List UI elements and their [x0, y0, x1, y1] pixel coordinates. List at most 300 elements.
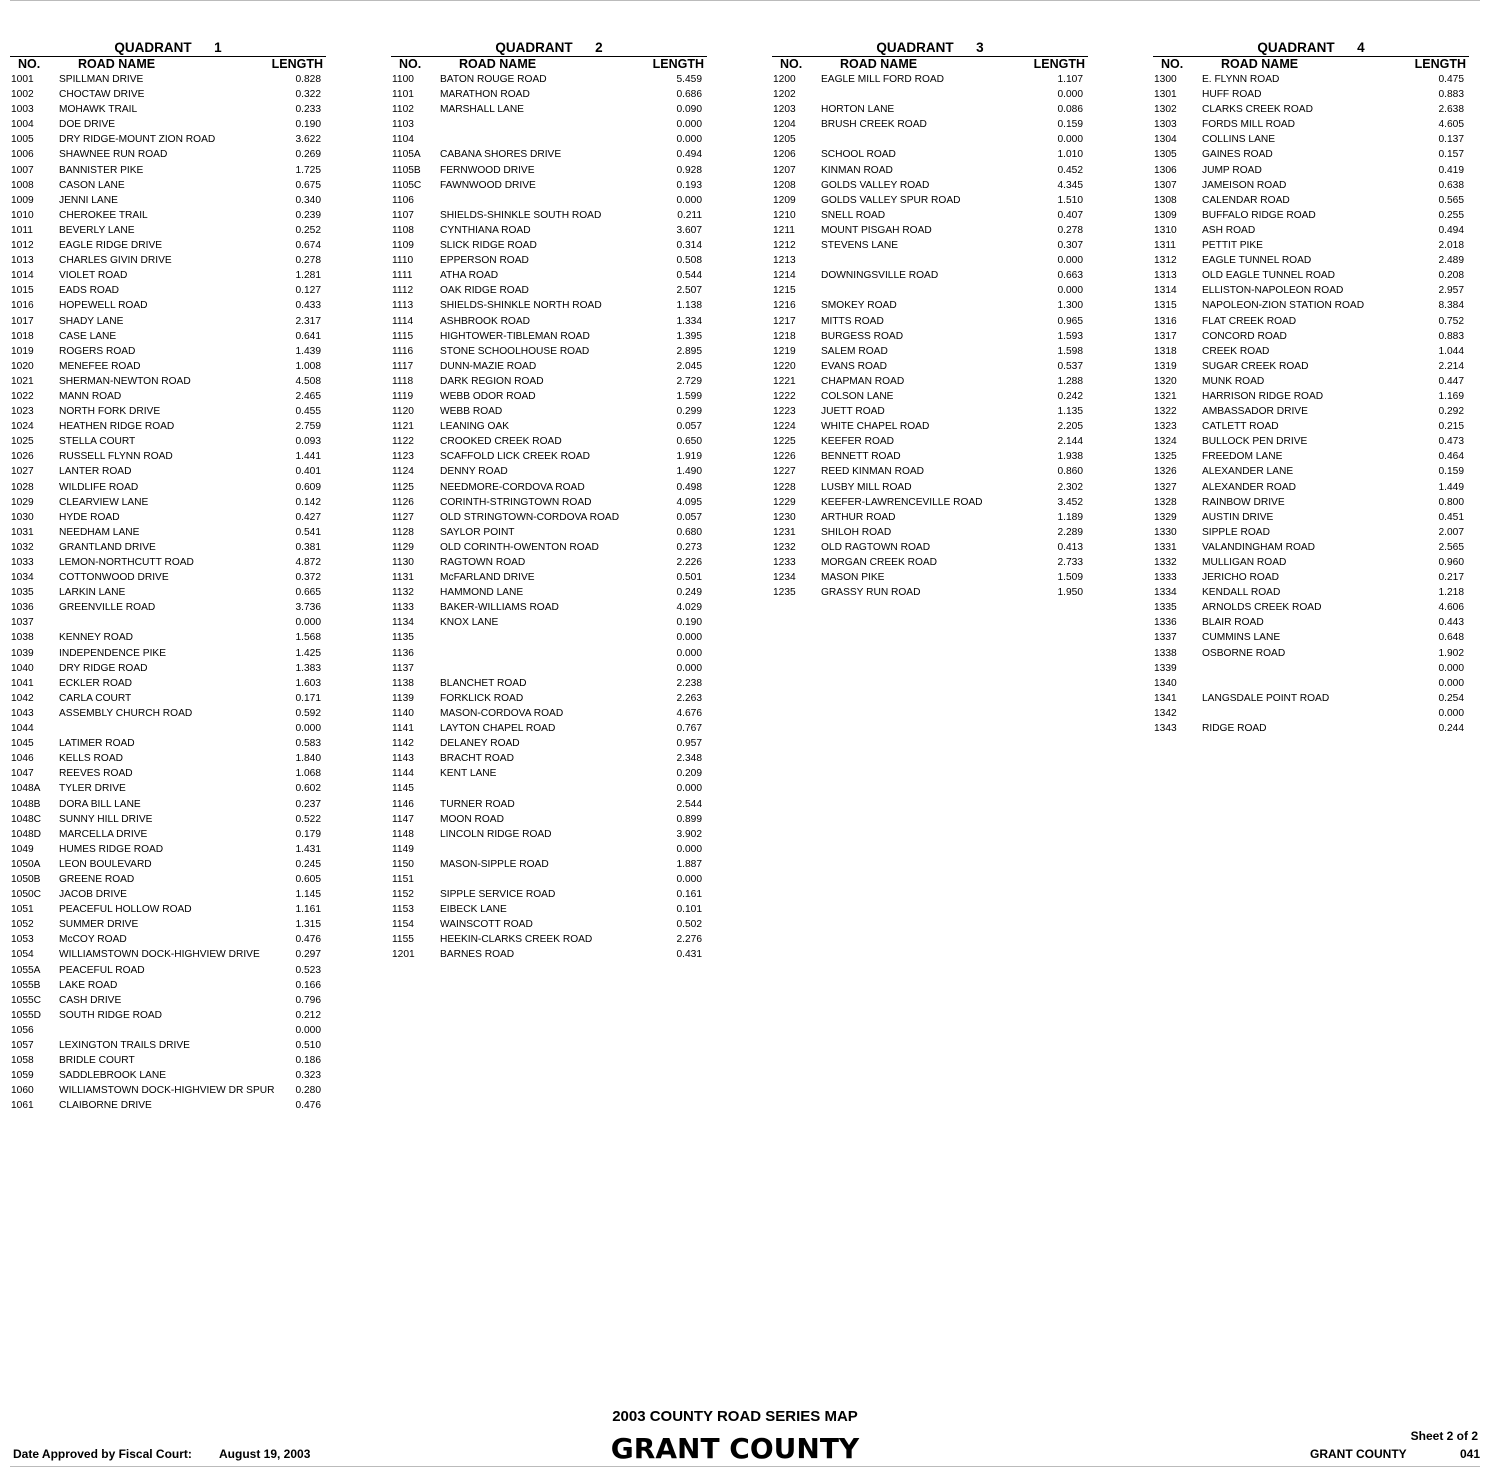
table-row [772, 163, 1088, 178]
table-row [1153, 676, 1469, 691]
road-number: 1225 [773, 436, 796, 448]
table-row [391, 751, 707, 766]
table-row [10, 661, 326, 676]
table-row [1153, 661, 1469, 676]
road-name: NEEDMORE-CORDOVA ROAD [440, 481, 585, 493]
road-length: 3.452 [1057, 496, 1083, 508]
road-name: DOWNINGSVILLE ROAD [821, 270, 939, 282]
road-length: 0.665 [295, 587, 321, 599]
road-number: 1105A [392, 149, 421, 161]
road-name: SOUTH RIDGE ROAD [59, 1009, 163, 1021]
road-length: 4.676 [676, 707, 702, 719]
road-length: 0.127 [295, 285, 321, 297]
table-row [10, 1098, 326, 1113]
table-row [772, 480, 1088, 495]
table-row [1153, 298, 1469, 313]
road-length: 0.443 [1438, 617, 1464, 629]
road-length: 0.000 [676, 119, 702, 131]
table-row [772, 374, 1088, 389]
road-number: 1224 [773, 421, 796, 433]
road-name: MULLIGAN ROAD [1202, 557, 1287, 568]
table-row [1153, 615, 1469, 630]
top-rule [10, 0, 1480, 1]
road-name: MARATHON ROAD [440, 89, 530, 101]
road-name: ALEXANDER ROAD [1202, 481, 1296, 493]
table-row [10, 978, 326, 993]
road-name: FORKLICK ROAD [440, 692, 524, 704]
road-name: JERICHO ROAD [1202, 572, 1279, 584]
road-length: 0.502 [676, 919, 702, 931]
road-name: OLD STRINGTOWN-CORDOVA ROAD [440, 511, 620, 523]
header-no: NO. [780, 57, 803, 71]
road-name: MARCELLA DRIVE [59, 828, 148, 840]
road-length: 0.583 [295, 738, 321, 750]
road-name: BRACHT ROAD [440, 753, 514, 765]
county-name-small: GRANT COUNTY [1310, 1447, 1407, 1461]
road-name: STONE SCHOOLHOUSE ROAD [440, 345, 590, 357]
road-length: 0.322 [295, 89, 321, 101]
table-row [10, 1083, 326, 1098]
road-number: 1155 [392, 934, 414, 946]
table-row [772, 570, 1088, 585]
road-name: E. FLYNN ROAD [1202, 74, 1280, 85]
table-row [772, 329, 1088, 344]
quadrant-2 [391, 40, 707, 963]
table-row [391, 238, 707, 253]
road-name: DUNN-MAZIE ROAD [440, 360, 537, 372]
table-row [772, 389, 1088, 404]
road-name: EPPERSON ROAD [440, 255, 529, 267]
table-row [772, 464, 1088, 479]
road-length: 0.186 [295, 1055, 321, 1067]
table-row [772, 147, 1088, 162]
table-row [772, 344, 1088, 359]
road-length: 1.840 [295, 753, 321, 765]
road-number: 1042 [11, 692, 34, 704]
road-length: 1.919 [676, 451, 702, 463]
road-name: BATON ROUGE ROAD [440, 74, 547, 85]
table-row [10, 766, 326, 781]
road-length: 1.568 [295, 632, 321, 644]
road-number: 1150 [392, 858, 414, 870]
road-number: 1011 [11, 224, 33, 236]
table-row [772, 87, 1088, 102]
road-length: 0.161 [676, 889, 702, 901]
road-name: LUSBY MILL ROAD [821, 481, 912, 493]
road-number: 1338 [1154, 647, 1177, 659]
road-length: 2.733 [1057, 557, 1083, 568]
road-name: ARTHUR ROAD [821, 511, 896, 523]
table-row [391, 404, 707, 419]
road-number: 1026 [11, 451, 34, 463]
road-name: RUSSELL FLYNN ROAD [59, 451, 173, 463]
table-row [391, 736, 707, 751]
table-row [391, 72, 707, 87]
road-number: 1321 [1154, 390, 1177, 402]
table-row [391, 464, 707, 479]
road-number: 1001 [11, 74, 34, 85]
sheet-number: Sheet 2 of 2 [1410, 1429, 1478, 1443]
road-name: FERNWOOD DRIVE [440, 164, 535, 176]
table-row [10, 812, 326, 827]
table-row [1153, 147, 1469, 162]
road-length: 2.007 [1438, 526, 1464, 538]
table-row [10, 781, 326, 796]
road-name: KNOX LANE [440, 617, 499, 629]
road-length: 0.464 [1438, 451, 1464, 463]
road-name: AMBASSADOR DRIVE [1202, 406, 1308, 418]
table-row [10, 1008, 326, 1023]
road-number: 1220 [773, 360, 796, 372]
table-row [1153, 434, 1469, 449]
road-length: 0.767 [676, 723, 702, 735]
road-number: 1342 [1154, 707, 1177, 719]
table-row [1153, 314, 1469, 329]
table-row [10, 298, 326, 313]
road-number: 1029 [11, 496, 34, 508]
road-length: 0.650 [676, 436, 702, 448]
table-row [1153, 329, 1469, 344]
road-name: SMOKEY ROAD [821, 300, 897, 312]
road-name: CONCORD ROAD [1202, 330, 1287, 342]
table-row [1153, 163, 1469, 178]
road-length: 1.441 [295, 451, 321, 463]
table-row [772, 72, 1088, 87]
table-row [772, 510, 1088, 525]
road-number: 1122 [392, 436, 414, 448]
road-number: 1328 [1154, 496, 1177, 508]
road-number: 1007 [11, 164, 34, 176]
table-row [391, 797, 707, 812]
road-name: MORGAN CREEK ROAD [821, 557, 938, 568]
road-number: 1304 [1154, 134, 1177, 146]
road-length: 1.725 [295, 164, 321, 176]
table-row [772, 434, 1088, 449]
road-length: 1.044 [1438, 345, 1464, 357]
road-length: 0.000 [676, 647, 702, 659]
road-number: 1106 [392, 194, 414, 206]
road-number: 1138 [392, 677, 414, 689]
road-name: GREENE ROAD [59, 873, 135, 885]
road-length: 1.510 [1057, 194, 1083, 206]
road-name: EAGLE TUNNEL ROAD [1202, 255, 1312, 267]
header-no: NO. [18, 57, 41, 71]
road-list [772, 72, 1088, 600]
table-row [391, 102, 707, 117]
road-length: 0.233 [295, 104, 321, 116]
road-name: ALEXANDER LANE [1202, 466, 1294, 478]
header-road-name: ROAD NAME [78, 57, 156, 71]
road-number: 1340 [1154, 677, 1177, 689]
road-number: 1144 [392, 768, 414, 780]
road-number: 1148 [392, 828, 414, 840]
table-row [1153, 87, 1469, 102]
road-length: 0.381 [295, 541, 321, 553]
road-name: MITTS ROAD [821, 315, 884, 327]
road-name: MOHAWK TRAIL [59, 104, 138, 116]
table-row [10, 842, 326, 857]
road-number: 1119 [392, 390, 414, 402]
road-number: 1115 [392, 330, 414, 342]
column-headers [10, 57, 326, 72]
road-number: 1022 [11, 390, 34, 402]
road-name: CHARLES GIVIN DRIVE [59, 255, 172, 267]
table-row [391, 449, 707, 464]
road-length: 1.598 [1057, 345, 1083, 357]
road-length: 0.476 [295, 934, 321, 946]
road-name: SNELL ROAD [821, 209, 886, 221]
road-length: 0.093 [295, 436, 321, 448]
road-number: 1139 [392, 692, 414, 704]
table-row [391, 117, 707, 132]
road-length: 0.609 [295, 481, 321, 493]
road-length: 2.465 [295, 390, 321, 402]
table-row [391, 887, 707, 902]
road-number: 1052 [11, 919, 34, 931]
road-number: 1202 [773, 89, 796, 101]
road-number: 1114 [392, 315, 414, 327]
road-name: BLANCHET ROAD [440, 677, 527, 689]
road-name: LATIMER ROAD [59, 738, 135, 750]
road-length: 0.245 [295, 858, 321, 870]
road-name: GRASSY RUN ROAD [821, 587, 921, 599]
road-length: 0.663 [1057, 270, 1083, 282]
road-name: LEXINGTON TRAILS DRIVE [59, 1040, 190, 1051]
road-number: 1045 [11, 738, 34, 750]
table-row [10, 329, 326, 344]
road-length: 1.107 [1057, 74, 1083, 85]
road-number: 1322 [1154, 406, 1177, 418]
road-name: BAKER-WILLIAMS ROAD [440, 602, 559, 614]
table-row [10, 706, 326, 721]
road-name: DRY RIDGE-MOUNT ZION ROAD [59, 134, 216, 146]
table-row [1153, 630, 1469, 645]
road-length: 1.068 [295, 768, 321, 780]
road-name: SADDLEBROOK LANE [59, 1070, 167, 1082]
road-length: 0.237 [295, 798, 321, 810]
table-row [772, 283, 1088, 298]
road-length: 0.494 [676, 149, 702, 161]
road-length: 0.498 [676, 481, 702, 493]
road-number: 1326 [1154, 466, 1177, 478]
road-number: 1113 [392, 300, 414, 312]
quadrant-1 [10, 40, 326, 1113]
road-number: 1120 [392, 406, 414, 418]
road-number: 1302 [1154, 104, 1177, 116]
road-name: CASH DRIVE [59, 994, 122, 1006]
table-row [1153, 268, 1469, 283]
road-length: 1.218 [1438, 587, 1464, 599]
table-row [10, 570, 326, 585]
road-number: 1053 [11, 934, 34, 946]
road-number: 1213 [773, 255, 796, 267]
table-row [391, 706, 707, 721]
road-number: 1050B [11, 873, 41, 885]
road-length: 0.680 [676, 526, 702, 538]
table-row [391, 344, 707, 359]
road-number: 1014 [11, 270, 34, 282]
road-name: McFARLAND DRIVE [440, 572, 535, 584]
table-row [1153, 178, 1469, 193]
table-row [391, 223, 707, 238]
road-length: 0.057 [676, 511, 702, 523]
road-number: 1018 [11, 330, 34, 342]
header-length: LENGTH [271, 57, 323, 71]
road-length: 0.000 [676, 194, 702, 206]
road-length: 0.899 [676, 813, 702, 825]
road-length: 0.796 [295, 994, 321, 1006]
road-length: 0.242 [1057, 390, 1083, 402]
road-name: NORTH FORK DRIVE [59, 406, 161, 418]
road-length: 0.455 [295, 406, 321, 418]
header-road-name: ROAD NAME [459, 57, 537, 71]
road-number: 1039 [11, 647, 34, 659]
road-length: 1.431 [295, 843, 321, 855]
table-row [391, 947, 707, 962]
road-length: 1.300 [1057, 300, 1083, 312]
table-row [10, 1068, 326, 1083]
table-row [1153, 721, 1469, 736]
road-name: CALENDAR ROAD [1202, 194, 1290, 206]
road-name: CUMMINS LANE [1202, 632, 1281, 644]
road-name: DARK REGION ROAD [440, 375, 544, 387]
road-number: 1152 [392, 889, 414, 901]
road-name: LINCOLN RIDGE ROAD [440, 828, 552, 840]
road-name: SLICK RIDGE ROAD [440, 240, 537, 252]
road-name: CATLETT ROAD [1202, 421, 1279, 433]
road-number: 1126 [392, 496, 414, 508]
quadrant-title: QUADRANT 2 [391, 40, 707, 57]
table-row [10, 736, 326, 751]
road-name: FREEDOM LANE [1202, 451, 1283, 463]
road-number: 1027 [11, 466, 34, 478]
road-length: 4.606 [1438, 602, 1464, 614]
road-length: 2.348 [676, 753, 702, 765]
road-length: 2.507 [676, 285, 702, 297]
road-number: 1050A [11, 858, 41, 870]
road-number: 1010 [11, 209, 34, 221]
road-number: 1013 [11, 255, 34, 267]
road-length: 0.000 [295, 723, 321, 735]
road-name: SPILLMAN DRIVE [59, 74, 144, 85]
road-name: JUETT ROAD [821, 406, 885, 418]
road-name: NAPOLEON-ZION STATION ROAD [1202, 300, 1365, 312]
table-row [391, 132, 707, 147]
road-length: 1.138 [676, 300, 702, 312]
table-row [1153, 540, 1469, 555]
road-name: SAYLOR POINT [440, 526, 515, 538]
road-length: 0.211 [677, 209, 702, 221]
road-length: 4.029 [676, 602, 702, 614]
road-length: 0.476 [295, 1100, 321, 1112]
table-row [1153, 389, 1469, 404]
road-number: 1017 [11, 315, 34, 327]
table-row [10, 947, 326, 962]
table-row [772, 495, 1088, 510]
road-name: LAYTON CHAPEL ROAD [440, 723, 556, 735]
road-name: SHAWNEE RUN ROAD [59, 149, 168, 161]
road-length: 2.144 [1057, 436, 1083, 448]
road-length: 2.276 [676, 934, 702, 946]
road-length: 0.648 [1438, 632, 1464, 644]
table-row [391, 585, 707, 600]
road-name: EVANS ROAD [821, 360, 888, 372]
road-name: BANNISTER PIKE [59, 164, 144, 176]
county-number: 041 [1460, 1447, 1481, 1461]
road-number: 1136 [392, 647, 414, 659]
road-length: 3.902 [676, 828, 702, 840]
road-name: BUFFALO RIDGE ROAD [1202, 209, 1316, 221]
road-length: 0.413 [1057, 541, 1083, 553]
road-name: VALANDINGHAM ROAD [1202, 541, 1316, 553]
table-row [391, 163, 707, 178]
road-number: 1112 [392, 285, 414, 297]
road-length: 2.638 [1438, 104, 1464, 116]
road-length: 0.307 [1057, 240, 1083, 252]
road-length: 2.565 [1438, 541, 1464, 553]
road-number: 1048B [11, 798, 41, 810]
road-name: COLLINS LANE [1202, 134, 1276, 146]
road-name: SALEM ROAD [821, 345, 888, 357]
table-row [772, 117, 1088, 132]
road-name: BARNES ROAD [440, 949, 515, 961]
road-name: KINMAN ROAD [821, 164, 893, 176]
table-row [391, 495, 707, 510]
table-row [391, 917, 707, 932]
road-name: LAKE ROAD [59, 979, 118, 991]
road-name: OLD EAGLE TUNNEL ROAD [1202, 270, 1336, 282]
column-headers [391, 57, 707, 72]
road-name: FAWNWOOD DRIVE [440, 179, 536, 191]
road-number: 1003 [11, 104, 34, 116]
road-length: 3.622 [295, 134, 321, 146]
road-number: 1200 [773, 74, 796, 85]
road-name: AUSTIN DRIVE [1202, 511, 1274, 523]
road-name: BRUSH CREEK ROAD [821, 119, 927, 131]
table-row [391, 615, 707, 630]
road-length: 0.602 [295, 783, 321, 795]
table-row [10, 691, 326, 706]
table-row [10, 344, 326, 359]
road-number: 1125 [392, 481, 414, 493]
road-length: 0.217 [1438, 572, 1464, 584]
quadrant-title: QUADRANT 4 [1153, 40, 1469, 57]
road-number: 1055D [11, 1009, 42, 1021]
approval-date-label: Date Approved by Fiscal Court: [13, 1447, 192, 1461]
road-length: 0.537 [1057, 360, 1083, 372]
road-length: 2.895 [676, 345, 702, 357]
road-length: 0.190 [676, 617, 702, 629]
road-name: ROGERS ROAD [59, 345, 136, 357]
road-number: 1048D [11, 828, 42, 840]
road-number: 1040 [11, 662, 34, 674]
road-name: VIOLET ROAD [59, 270, 128, 282]
road-length: 0.278 [295, 255, 321, 267]
road-name: SHERMAN-NEWTON ROAD [59, 375, 191, 387]
road-name: CARLA COURT [59, 692, 132, 704]
road-number: 1229 [773, 496, 796, 508]
road-length: 0.255 [1438, 209, 1464, 221]
road-number: 1222 [773, 390, 796, 402]
table-row [10, 223, 326, 238]
road-name: WAINSCOTT ROAD [440, 919, 533, 931]
road-length: 0.000 [676, 783, 702, 795]
road-name: KENDALL ROAD [1202, 587, 1281, 599]
road-number: 1226 [773, 451, 796, 463]
road-name: HOPEWELL ROAD [59, 300, 148, 312]
road-name: REEVES ROAD [59, 768, 133, 780]
road-length: 1.950 [1057, 587, 1083, 599]
